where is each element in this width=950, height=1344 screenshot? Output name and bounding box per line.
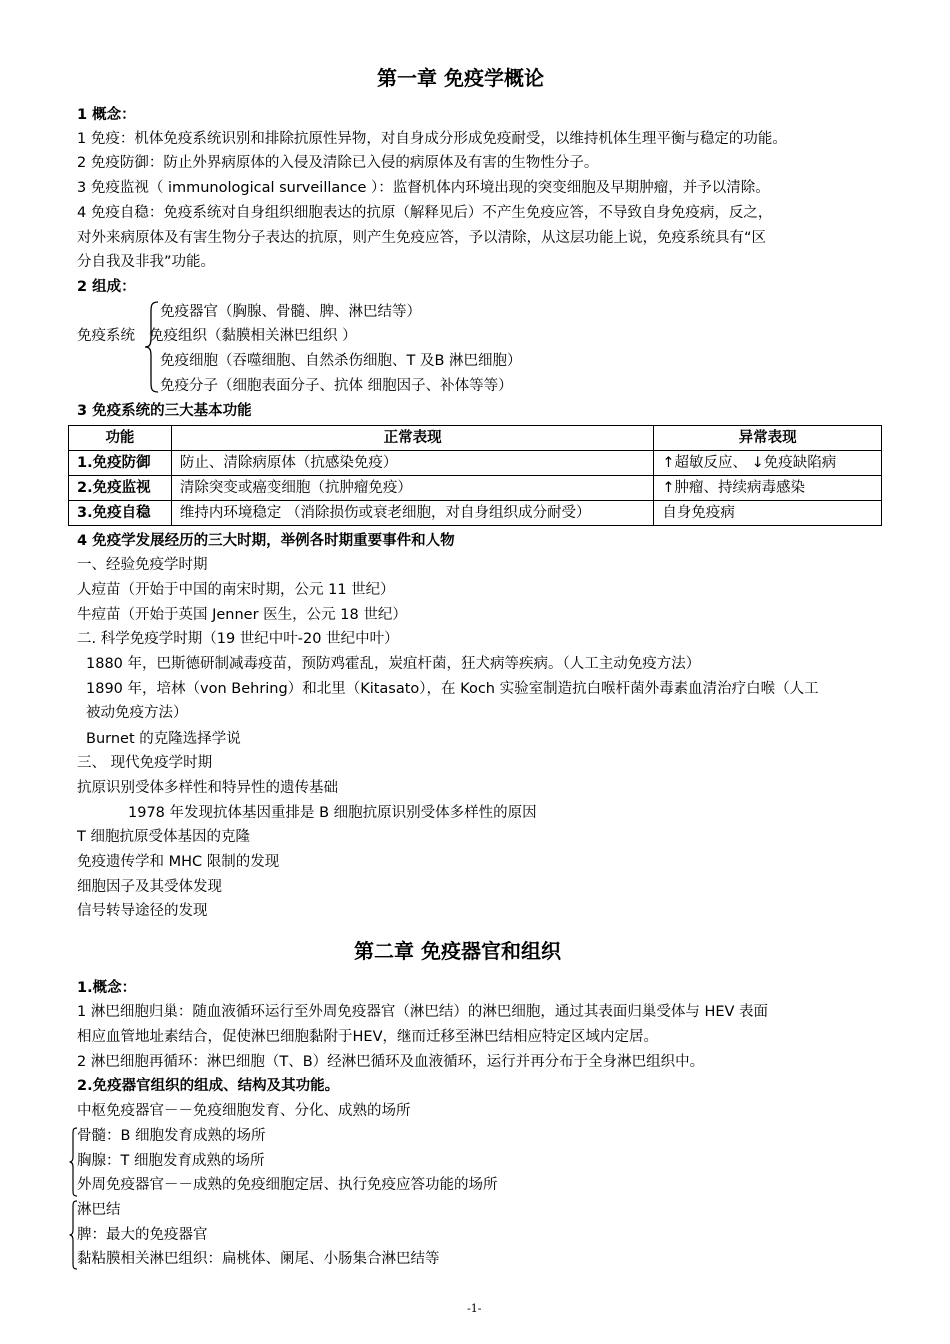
table-cell: 自身免疫病 [654,501,882,526]
ch2-def-line: 1 淋巴细胞归巢：随血液循环运行至外周免疫器官（淋巴结）的淋巴细胞，通过其表面归巢受体与 HEV 表面 [77,1004,769,1020]
history-line: 牛痘苗（开始于英国 Jenner 医生，公元 18 世纪） [77,607,407,623]
ch2-organs-heading: 2.免疫器官组织的组成、结构及其功能。 [77,1078,340,1094]
def-immune-defense: 2 免疫防御：防止外界病原体的入侵及清除已入侵的病原体及有害的生物性分子。 [77,155,599,171]
history-line: 三、 现代免疫学时期 [77,755,213,771]
organ-line: 骨髓：B 细胞发育成熟的场所 [77,1128,266,1144]
organ-line: 中枢免疫器官－－免疫细胞发育、分化、成熟的场所 [77,1103,411,1119]
history-line: 1978 年发现抗体基因重排是 B 细胞抗原识别受体多样性的原因 [128,805,537,821]
ch2-def-line: 相应血管地址素结合，促使淋巴细胞黏附于HEV，继而迁移至淋巴结相应特定区域内定居。 [77,1029,658,1045]
history-line: 1890 年，培林（von Behring）和北里（Kitasato），在 Koch 实验室制造抗白喉杆菌外毒素血清治疗白喉（人工 [86,681,819,697]
ch2-def-line: 2 淋巴细胞再循环：淋巴细胞（T、B）经淋巴循环及血液循环，运行并再分布于全身淋巴组织中。 [77,1054,705,1070]
functions-table [68,425,882,526]
table-row [69,451,882,476]
table-cell: 清除突变或癌变细胞（抗肿瘤免疫） [171,476,653,501]
history-heading: 4 免疫学发展经历的三大时期，举例各时期重要事件和人物 [77,533,455,549]
history-line: 抗原识别受体多样性和特异性的遗传基础 [77,780,338,796]
table-header-cell: 正常表现 [171,426,653,451]
history-line: 一、经验免疫学时期 [77,557,208,573]
history-line: 二. 科学免疫学时期（19 世纪中叶-20 世纪中叶） [77,631,399,647]
curly-brace-icon [144,300,160,394]
table-cell: 维持内环境稳定 （消除损伤或衰老细胞，对自身组织成分耐受） [171,501,653,526]
history-line: T 细胞抗原受体基因的克隆 [77,829,250,845]
organ-line: 外周免疫器官－－成熟的免疫细胞定居、执行免疫应答功能的场所 [77,1177,498,1193]
history-line: 信号转导途径的发现 [77,903,208,919]
def-immune-surveillance: 3 免疫监视（ immunological surveillance ）：监督机体内环境出现的突变细胞及早期肿瘤，并予以清除。 [77,180,770,196]
table-cell: ↑肿瘤、持续病毒感染 [654,476,882,501]
immune-system-label: 免疫系统 [77,328,135,344]
history-line: Burnet 的克隆选择学说 [86,731,241,747]
table-cell: 3.免疫自稳 [69,501,172,526]
history-line: 细胞因子及其受体发现 [77,879,222,895]
def-immunity: 1 免疫：机体免疫系统识别和排除抗原性异物，对自身成分形成免疫耐受，以维持机体生理平衡与稳定的功能。 [77,131,787,147]
component-cells: 免疫细胞（吞噬细胞、自然杀伤细胞、T 及B 淋巴细胞） [160,353,522,369]
functions-heading: 3 免疫系统的三大基本功能 [77,403,252,419]
concept-heading: 1 概念： [77,107,136,123]
table-cell: 1.免疫防御 [69,451,172,476]
def-homeostasis-line1: 4 免疫自稳：免疫系统对自身组织细胞表达的抗原（解释见后）不产生免疫应答，不导致自身免疫病，反之， [77,205,773,221]
table-header-cell: 异常表现 [654,426,882,451]
component-tissues: 免疫组织（黏膜相关淋巴组织 ） [149,328,357,344]
table-header-cell: 功能 [69,426,172,451]
chapter1-title: 第一章 免疫学概论 [377,66,544,90]
component-molecules: 免疫分子（细胞表面分子、抗体 细胞因子、补体等等） [160,378,513,394]
def-homeostasis-line3: 分自我及非我”功能。 [77,254,216,270]
page-number: -1- [467,1302,482,1315]
table-cell: 2.免疫监视 [69,476,172,501]
history-line: 被动免疫方法） [86,705,188,721]
organ-line: 脾：最大的免疫器官 [77,1227,208,1243]
history-line: 人痘苗（开始于中国的南宋时期，公元 11 世纪） [77,582,395,598]
organ-line: 黏粘膜相关淋巴组织：扁桃体、阑尾、小肠集合淋巴结等 [77,1251,440,1267]
ch2-concept-heading: 1.概念： [77,980,137,996]
table-header-row [69,426,882,451]
table-cell: 防止、清除病原体（抗感染免疫） [171,451,653,476]
composition-heading: 2 组成： [77,279,136,295]
history-line: 1880 年，巴斯德研制减毒疫苗，预防鸡霍乱，炭疽杆菌，狂犬病等疾病。（人工主动免疫方法） [86,656,701,672]
table-row [69,476,882,501]
chapter2-title: 第二章 免疫器官和组织 [354,939,561,963]
organ-line: 胸腺：T 细胞发育成熟的场所 [77,1153,265,1169]
table-cell: ↑超敏反应、 ↓免疫缺陷病 [654,451,882,476]
organ-line: 淋巴结 [77,1202,121,1218]
table-row [69,501,882,526]
def-homeostasis-line2: 对外来病原体及有害生物分子表达的抗原，则产生免疫应答，予以清除，从这层功能上说，免疫系统具有“区 [77,230,767,246]
history-line: 免疫遗传学和 MHC 限制的发现 [77,854,280,870]
component-organs: 免疫器官（胸腺、骨髓、脾、淋巴结等） [160,304,421,320]
